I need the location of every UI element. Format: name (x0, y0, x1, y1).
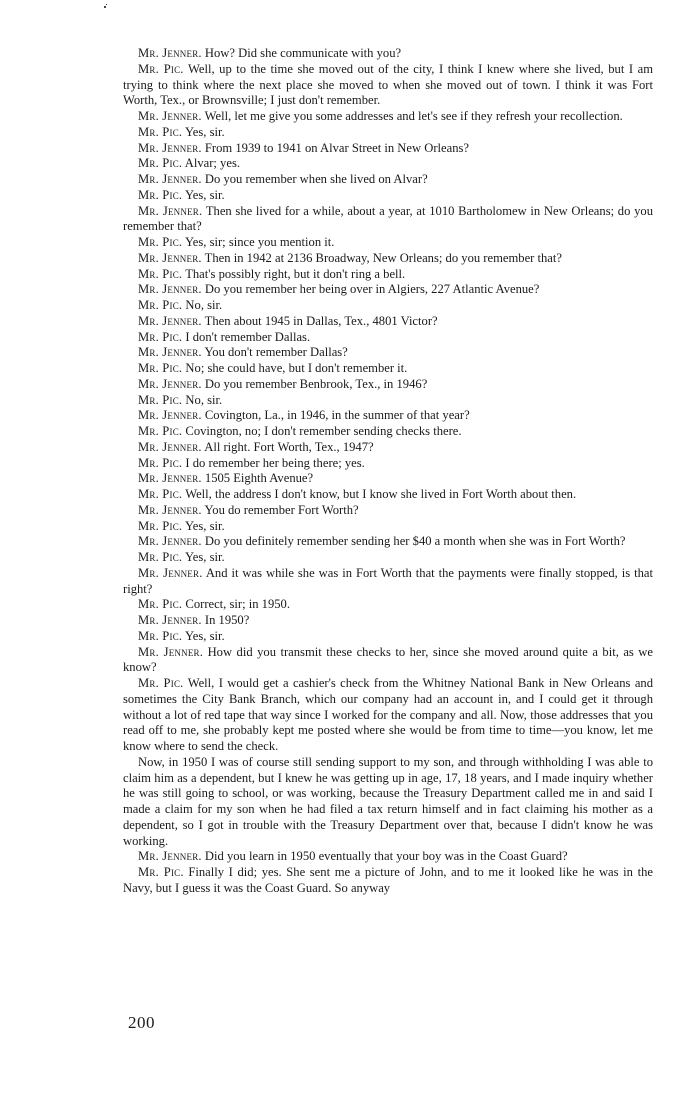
transcript-paragraph (123, 235, 653, 251)
speech-text: That's possibly right, but it don't ring a bell. (185, 266, 406, 281)
speaker-name: Mr. Pic. (138, 156, 183, 171)
transcript-paragraph (123, 613, 653, 629)
speaker-name: Mr. Pic. (138, 550, 183, 564)
transcript-paragraph (123, 330, 653, 346)
page-number: 200 (128, 1013, 155, 1032)
speech-text: And it was while she was in Fort Worth that the payments were finally stopped, is that right? (123, 565, 653, 596)
transcript-paragraph (123, 487, 653, 503)
speech-text: From 1939 to 1941 on Alvar Street in New Orleans? (204, 140, 469, 155)
transcript-paragraph (123, 456, 653, 472)
transcript-paragraph (123, 471, 653, 487)
speech-text: In 1950? (204, 613, 250, 627)
transcript-paragraph (123, 109, 653, 125)
speech-text: No; she could have, but I don't remember it. (185, 361, 408, 375)
transcript-paragraph (123, 393, 653, 409)
speaker-name: Mr. Jenner. (138, 250, 202, 265)
speaker-name: Mr. Pic. (138, 392, 183, 407)
transcript-paragraph (123, 172, 653, 188)
speaker-name: Mr. Jenner. (138, 439, 202, 454)
transcript-paragraph (123, 424, 653, 440)
speech-text: Yes, sir; since you mention it. (184, 235, 335, 249)
speaker-name: Mr. Jenner. (138, 613, 202, 627)
speech-text: Covington, no; I don't remember sending checks there. (185, 424, 462, 438)
transcript-paragraph (123, 597, 653, 613)
speaker-name: Mr. Pic. (138, 187, 183, 202)
speaker-name: Mr. Jenner. (138, 471, 202, 486)
transcript-paragraph (123, 408, 653, 424)
speech-text: All right. Fort Worth, Tex., 1947? (204, 439, 374, 454)
speaker-name: Mr. Jenner. (138, 565, 203, 580)
speech-text: Now, in 1950 I was of course still sending support to my son, and through withholding I was able to claim him as a dependent, but I knew he was getting up in age, 17, 18 years, and I made inquiry whether he was still going to school, or was working, because the Treasury Department called me in and said I made a claim for my son when he had filed a tax return himself and in fact claiming his mother as a dependent, so I got in trouble with the Treasury Department over that, because I didn't know he was working. (123, 754, 653, 848)
transcript-paragraph (123, 676, 653, 755)
speaker-name: Mr. Pic. (138, 124, 183, 139)
speaker-name: Mr. Pic. (138, 865, 184, 879)
speech-text: Well, the address I don't know, but I know she lived in Fort Worth about then. (185, 487, 577, 501)
speaker-name: Mr. Jenner. (138, 109, 202, 123)
transcript-paragraph (123, 566, 653, 598)
speech-text: No, sir. (185, 392, 223, 407)
speaker-name: Mr. Pic. (138, 597, 183, 612)
speech-text: I don't remember Dallas. (185, 329, 311, 344)
speech-text: No, sir. (185, 298, 223, 312)
speaker-name: Mr. Jenner. (138, 172, 202, 186)
transcript-paragraph (123, 298, 653, 314)
transcript-paragraph (123, 141, 653, 157)
speech-text: I do remember her being there; yes. (185, 455, 365, 470)
speaker-name: Mr. Pic. (138, 518, 183, 533)
speech-text: You don't remember Dallas? (204, 345, 348, 360)
transcript-paragraph (123, 204, 653, 236)
transcript-paragraph (123, 503, 653, 519)
speech-text: Well, up to the time she moved out of the city, I think I knew where she lived, but I am trying to think where the next place she moved to when she moved out of town. I think it was Fort Worth, Tex., or Brownsville; I just don't remember. (123, 61, 653, 108)
speech-text: How did you transmit these checks to her, since she moved around quite a bit, as we know? (123, 644, 653, 675)
transcript-paragraph (123, 345, 653, 361)
speaker-name: Mr. Jenner. (138, 849, 202, 864)
speech-text: Well, let me give you some addresses and let's see if they refresh your recollection. (204, 109, 623, 123)
speech-text: Do you remember her being over in Algiers, 227 Atlantic Avenue? (204, 282, 540, 297)
transcript-paragraph (123, 645, 653, 677)
scan-mark (104, 6, 106, 8)
speech-text: Then she lived for a while, about a year, at 1010 Bartholomew in New Orleans; do you remember that? (123, 203, 654, 234)
transcript-paragraph (123, 314, 653, 330)
speaker-name: Mr. Pic. (138, 329, 183, 344)
speaker-name: Mr. Pic. (138, 487, 183, 501)
speaker-name: Mr. Jenner. (138, 408, 202, 423)
speaker-name: Mr. Jenner. (138, 534, 202, 549)
transcript-paragraph (123, 755, 653, 850)
speaker-name: Mr. Pic. (138, 676, 184, 690)
speech-text: Then in 1942 at 2136 Broadway, New Orleans; do you remember that? (204, 250, 562, 265)
transcript-page (123, 46, 653, 897)
transcript-paragraph (123, 519, 653, 535)
speaker-name: Mr. Jenner. (138, 282, 202, 297)
transcript-paragraph (123, 550, 653, 566)
speech-text: Yes, sir. (184, 124, 225, 139)
speech-text: Yes, sir. (184, 628, 225, 643)
transcript-paragraph (123, 440, 653, 456)
transcript-paragraph (123, 46, 653, 62)
speech-text: Correct, sir; in 1950. (185, 597, 291, 612)
speech-text: Yes, sir. (184, 550, 225, 564)
speaker-name: Mr. Pic. (138, 361, 183, 375)
speech-text: Did you learn in 1950 eventually that your boy was in the Coast Guard? (204, 849, 568, 864)
speech-text: Covington, La., in 1946, in the summer of that year? (204, 408, 470, 423)
speaker-name: Mr. Jenner. (138, 203, 203, 218)
speech-text: Yes, sir. (184, 518, 225, 533)
speaker-name: Mr. Pic. (138, 424, 183, 438)
transcript-paragraph (123, 282, 653, 298)
transcript-paragraph (123, 361, 653, 377)
transcript-paragraph (123, 188, 653, 204)
speaker-name: Mr. Jenner. (138, 46, 202, 60)
transcript-paragraph (123, 62, 653, 109)
speech-text: 1505 Eighth Avenue? (204, 471, 314, 486)
transcript-paragraph (123, 267, 653, 283)
speaker-name: Mr. Jenner. (138, 345, 202, 360)
speech-text: Yes, sir. (184, 187, 225, 202)
speaker-name: Mr. Pic. (138, 298, 183, 312)
speaker-name: Mr. Pic. (138, 61, 184, 76)
transcript-paragraph (123, 377, 653, 393)
scan-mark (106, 4, 107, 5)
speech-text: Then about 1945 in Dallas, Tex., 4801 Victor? (204, 313, 438, 328)
speech-text: Do you remember when she lived on Alvar? (204, 172, 428, 186)
speech-text: Do you remember Benbrook, Tex., in 1946? (204, 376, 428, 391)
speaker-name: Mr. Jenner. (138, 376, 202, 391)
speaker-name: Mr. Jenner. (138, 140, 202, 155)
speech-text: Alvar; yes. (184, 156, 240, 171)
speaker-name: Mr. Jenner. (138, 313, 202, 328)
transcript-paragraph (123, 629, 653, 645)
speaker-name: Mr. Jenner. (138, 644, 204, 659)
speech-text: Well, I would get a cashier's check from the Whitney National Bank in New Orleans and sometimes the City Bank Branch, which our company had an account in, and I could get it through without a lot of red tape that way since I worked for the company and all. Now, those addresses that you read off to me, she probably kept me posted where she would be from time to time—you know, let me know where to send the check. (123, 676, 653, 753)
speaker-name: Mr. Pic. (138, 455, 183, 470)
speech-text: Finally I did; yes. She sent me a picture of John, and to me it looked like he was in the Navy, but I guess it was the Coast Guard. So anyway (123, 865, 653, 895)
speech-text: You do remember Fort Worth? (204, 502, 359, 517)
speech-text: How? Did she communicate with you? (204, 46, 402, 60)
speaker-name: Mr. Pic. (138, 266, 183, 281)
transcript-paragraph (123, 534, 653, 550)
transcript-paragraph (123, 156, 653, 172)
speaker-name: Mr. Pic. (138, 628, 183, 643)
speech-text: Do you definitely remember sending her $40 a month when she was in Fort Worth? (204, 534, 626, 549)
transcript-paragraph (123, 849, 653, 865)
transcript-paragraph (123, 125, 653, 141)
transcript-paragraph (123, 865, 653, 897)
speaker-name: Mr. Pic. (138, 235, 183, 249)
speaker-name: Mr. Jenner. (138, 502, 202, 517)
transcript-paragraph (123, 251, 653, 267)
